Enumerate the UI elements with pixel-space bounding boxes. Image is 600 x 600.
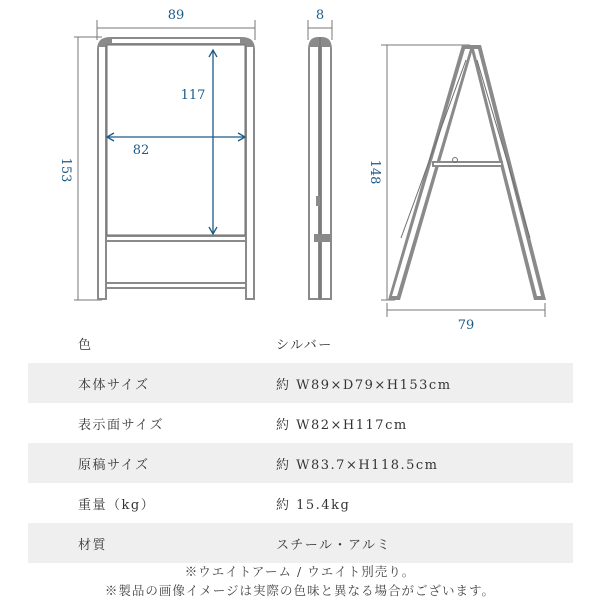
spec-value: シルバー bbox=[276, 337, 333, 353]
open-stand-view bbox=[367, 45, 546, 330]
spec-value: 約 W82×H117cm bbox=[276, 417, 408, 433]
spec-row-weight bbox=[28, 483, 573, 523]
open-height-label: 148 bbox=[367, 159, 382, 185]
display-height-label: 117 bbox=[180, 88, 206, 103]
spec-value: 約 15.4kg bbox=[276, 497, 351, 513]
spec-label: 重量（kg） bbox=[78, 497, 156, 513]
spec-label: 原稿サイズ bbox=[28, 443, 276, 483]
side-view bbox=[308, 8, 332, 300]
display-width-label: 82 bbox=[132, 143, 150, 158]
spec-label: 本体サイズ bbox=[28, 363, 276, 403]
front-width-label: 89 bbox=[167, 8, 185, 23]
spec-row-poster-size bbox=[28, 443, 573, 483]
front-height-label: 153 bbox=[58, 157, 73, 183]
spec-row-material bbox=[28, 523, 573, 563]
side-depth-label: 8 bbox=[315, 8, 325, 23]
weight-arm-note: ※ウエイトアーム / ウエイト別売り。 bbox=[184, 564, 416, 579]
display-panel bbox=[107, 45, 245, 235]
color-disclaimer-note: ※製品の画像イメージは実際の色味と異なる場合がございます。 bbox=[104, 583, 496, 598]
spec-row-body-size bbox=[28, 363, 573, 403]
spec-value: 約 W83.7×H118.5cm bbox=[276, 443, 573, 483]
open-depth-label: 79 bbox=[457, 318, 475, 330]
spec-row-display-size bbox=[28, 403, 573, 443]
front-view bbox=[58, 8, 255, 300]
spec-label: 色 bbox=[78, 337, 93, 353]
spec-value: スチール・アルミ bbox=[276, 523, 573, 563]
spec-label: 材質 bbox=[28, 523, 276, 563]
spec-row-color bbox=[28, 323, 573, 363]
spec-table bbox=[28, 323, 573, 563]
spec-label: 表示面サイズ bbox=[78, 417, 164, 433]
spec-value: 約 W89×D79×H153cm bbox=[276, 363, 573, 403]
